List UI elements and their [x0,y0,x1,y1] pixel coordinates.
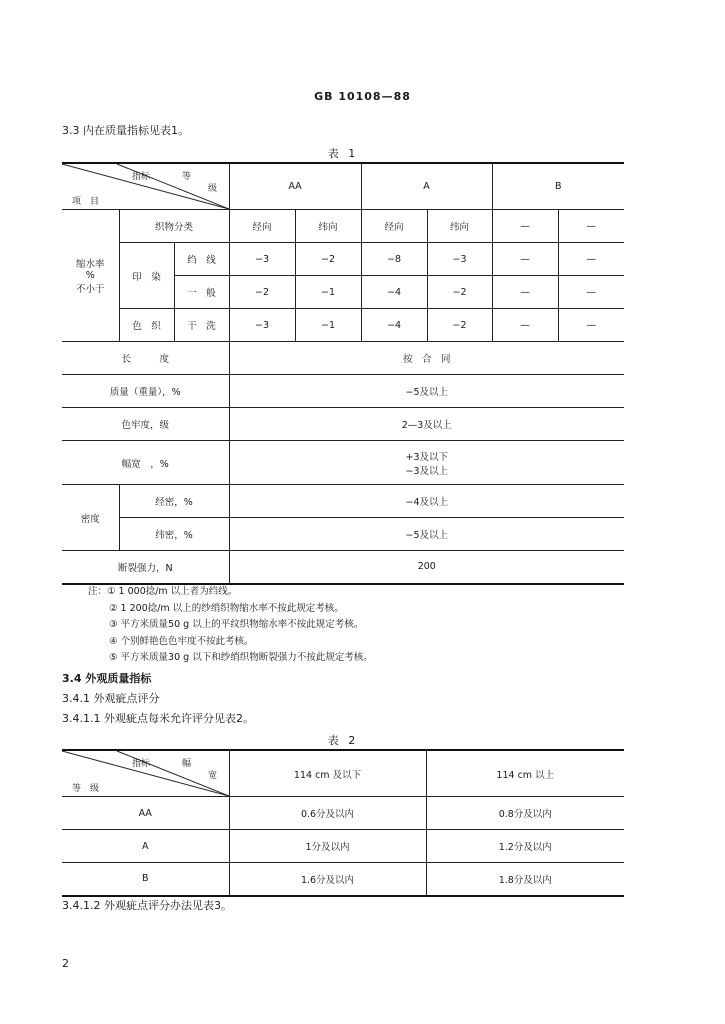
corner-label-grade-1: 等 [182,172,192,182]
table1-notes [88,584,373,667]
printed-dyed-label: 印 染 [119,243,174,309]
dir-cell: 经向 [229,210,295,243]
value-cell: −3 [229,309,295,342]
shrinkage-label-line2: % [85,270,95,281]
length-value: 按 合 同 [229,342,624,375]
value-cell: 1.6分及以内 [229,863,426,896]
dir-cell: 经向 [361,210,427,243]
table1-caption: 表 1 [327,147,359,160]
width-value-line2: −3及以上 [405,465,449,477]
dir-cell: — [558,210,624,243]
width-label: 幅宽 ，% [62,441,229,485]
table1-corner-cell [62,163,229,210]
corner-label-width-2: 宽 [208,771,218,781]
value-cell: −1 [295,276,361,309]
width-value [229,441,624,485]
section-3-4-1: 3.4.1 外观疵点评分 [62,692,160,705]
breaking-strength-label: 断裂强力，N [62,551,229,584]
note-3: ③ 平方米质量50 g 以上的平纹织物缩水率不按此规定考核。 [109,619,364,630]
value-cell: — [492,309,558,342]
note-2: ② 1 200捻/m 以上的纱绡织物缩水率不按此规定考核。 [109,602,344,614]
grade-b-header: B [492,163,624,210]
value-cell: −2 [295,243,361,276]
mass-value: −5及以上 [229,375,624,408]
corner-label-item: 项 目 [72,197,100,207]
length-label: 长 度 [62,342,229,375]
density-label: 密度 [62,485,119,551]
value-cell: −4 [361,309,427,342]
table2-caption: 表 2 [327,734,359,747]
dir-cell: — [492,210,558,243]
grade-cell: AA [62,797,229,830]
value-cell: 1.8分及以内 [426,863,624,896]
section-3-4: 3.4 外观质量指标 [62,672,152,685]
value-cell: −3 [229,243,295,276]
grade-cell: A [62,830,229,863]
breaking-strength-value: 200 [229,551,624,584]
corner-label-grade-2: 级 [208,184,218,194]
value-cell: — [492,243,558,276]
value-cell: 1分及以内 [229,830,426,863]
width-value-line1: +3及以下 [405,451,449,463]
mass-label: 质量（重量），% [62,375,229,408]
note-4: ④ 个别鲜艳色色牢度不按此考核。 [109,635,254,647]
width-col-header: 114 cm 及以下 [229,750,426,797]
shrinkage-label-line1: 缩水率 [75,259,105,270]
value-cell: −3 [427,243,492,276]
page-number: 2 [62,957,69,970]
table-2 [62,749,624,897]
general-label: 一 般 [174,276,229,309]
standard-code-header: GB 10108—88 [314,90,411,103]
warp-density-value: −4及以上 [229,485,624,518]
note-5: ⑤ 平方米质量30 g 以下和纱绡织物断裂强力不按此规定考核。 [109,652,373,663]
table2-corner-cell [62,750,229,797]
grade-a-header: A [361,163,492,210]
value-cell: — [558,309,624,342]
value-cell: −2 [427,309,492,342]
colorfastness-value: 2—3及以上 [229,408,624,441]
dry-clean-label: 干 洗 [174,309,229,342]
corner-label-width-1: 幅 [182,759,192,769]
dir-cell: 纬向 [295,210,361,243]
value-cell: −2 [427,276,492,309]
corner-label-indicator: 指标 [132,172,151,182]
value-cell: — [558,243,624,276]
crepe-yarn-label: 绉 线 [174,243,229,276]
table-1 [62,162,624,585]
grade-aa-header: AA [229,163,361,210]
value-cell: −4 [361,276,427,309]
value-cell: −1 [295,309,361,342]
section-3-3: 3.3 内在质量指标见表1。 [62,124,189,137]
yarn-dyed-label: 色 织 [119,309,174,342]
value-cell: — [492,276,558,309]
shrinkage-label [62,210,119,342]
corner-label-grade: 等 级 [72,784,100,794]
dir-cell: 纬向 [427,210,492,243]
value-cell: 0.8分及以内 [426,797,624,830]
section-3-4-1-2: 3.4.1.2 外观疵点评分办法见表3。 [62,899,232,912]
warp-density-label: 经密，% [119,485,229,518]
value-cell: −8 [361,243,427,276]
shrinkage-label-line3: 不小于 [75,284,105,295]
grade-cell: B [62,863,229,896]
value-cell: — [558,276,624,309]
corner-label-indicator: 指标 [132,759,151,769]
value-cell: −2 [229,276,295,309]
value-cell: 1.2分及以内 [426,830,624,863]
colorfastness-label: 色牢度，级 [62,408,229,441]
width-col-header: 114 cm 以上 [426,750,624,797]
fabric-class-label: 织物分类 [119,210,229,243]
section-3-4-1-1: 3.4.1.1 外观疵点每米允许评分见表2。 [62,712,254,725]
weft-density-value: −5及以上 [229,518,624,551]
weft-density-label: 纬密，% [119,518,229,551]
value-cell: 0.6分及以内 [229,797,426,830]
note-1: 注：① 1 000捻/m 以上者为绉线。 [88,586,238,597]
